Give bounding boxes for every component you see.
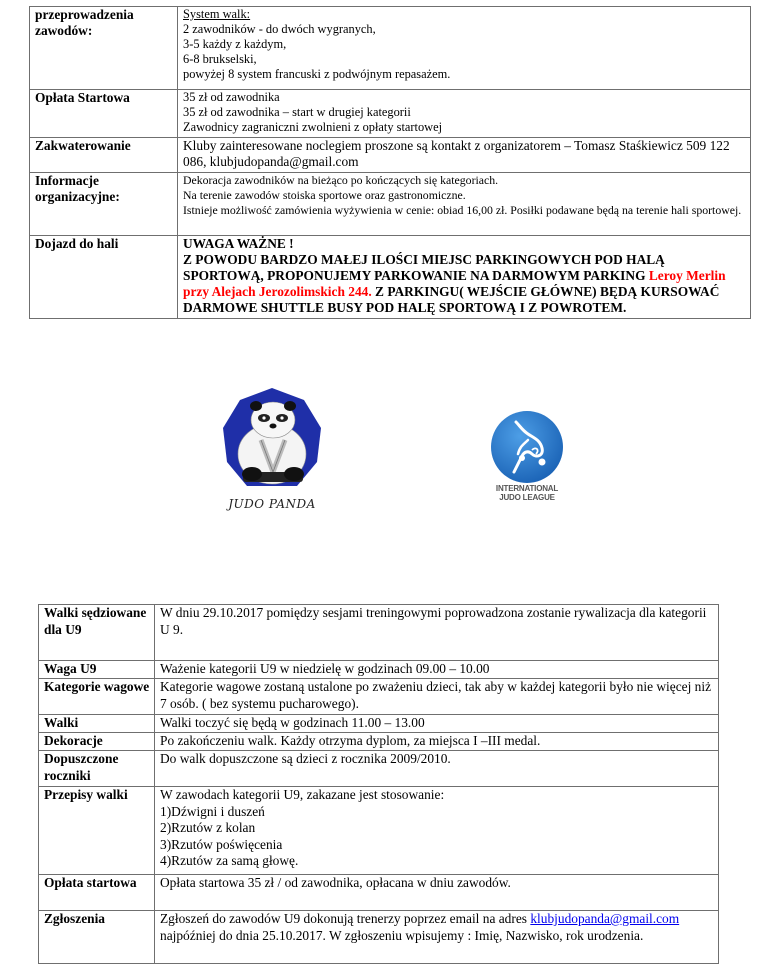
row-label: Dekoracje [39, 733, 155, 751]
row-label: Dopuszczone roczniki [39, 751, 155, 787]
row-label: Przepisy walki [39, 787, 155, 875]
row-value [178, 173, 751, 236]
row-value: Opłata startowa 35 zł / od zawodnika, opłacana w dniu zawodów. [155, 875, 719, 911]
row-value: Ważenie kategorii U9 w niedzielę w godzinach 09.00 – 10.00 [155, 661, 719, 679]
row-value: W dniu 29.10.2017 pomiędzy sesjami treningowymi poprowadzona zostanie rywalizacja dla kategorii U 9. [155, 605, 719, 661]
judo-panda-logo [217, 384, 327, 516]
info-line: Dekoracja zawodników na bieżąco po kończących się kategoriach. [183, 173, 499, 187]
email-link[interactable]: klubjudopanda@gmail.com [530, 911, 680, 926]
row-label: Walki sędziowane dla U9 [39, 605, 155, 661]
row-label: Informacje organizacyjne: [30, 173, 178, 236]
table-row [39, 715, 719, 733]
row-value [155, 911, 719, 964]
fight-system-line: 2 zawodników - do dwóch wygranych, [183, 22, 376, 36]
parking-notice: Z POWODU BARDZO MAŁEJ ILOŚCI MIEJSC PARKINGOWYCH POD HALĄ SPORTOWĄ, PROPONUJEMY PARKOWANIE NA DARMOWYM PARKING [183, 252, 665, 283]
ijl-caption [484, 484, 570, 502]
rule-line: 1)Dźwigni i duszeń [160, 803, 265, 819]
table-row [30, 236, 751, 319]
fee-line: Zawodnicy zagraniczni zwolnieni z opłaty startowej [183, 120, 443, 134]
table-row [39, 751, 719, 787]
info-line: Na terenie zawodów stoiska sportowe oraz gastronomiczne. [183, 188, 466, 202]
row-label: Waga U9 [39, 661, 155, 679]
row-label: Opłata Startowa [30, 90, 178, 138]
fight-system-heading: System walk: [183, 7, 251, 21]
table-row [30, 138, 751, 173]
row-label: Zgłoszenia [39, 911, 155, 964]
table-row [39, 911, 719, 964]
judo-panda-emblem-icon [217, 384, 327, 496]
table-row [30, 173, 751, 236]
registration-text: Zgłoszeń do zawodów U9 dokonują trenerzy poprzez email na adres [160, 911, 531, 926]
table-row [39, 787, 719, 875]
table-row [39, 679, 719, 715]
competition-info-table [29, 6, 751, 319]
row-label: Dojazd do hali [30, 236, 178, 319]
fight-system-line: powyżej 8 system francuski z podwójnym repasażem. [183, 67, 451, 81]
rule-line: 2)Rzutów z kolan [160, 820, 256, 835]
row-label: Walki [39, 715, 155, 733]
row-value [155, 787, 719, 875]
fight-system-line: 6-8 brukselski, [183, 52, 257, 66]
registration-text: najpóźniej do dnia 25.10.2017. W zgłoszeniu wpisujemy : Imię, Nazwisko, rok urodzenia. [160, 927, 644, 943]
table-row [39, 661, 719, 679]
fee-line: 35 zł od zawodnika – start w drugiej kategorii [183, 105, 411, 119]
row-label: Kategorie wagowe [39, 679, 155, 715]
ijl-caption-line: JUDO LEAGUE [499, 493, 555, 502]
rule-line: W zawodach kategorii U9, zakazane jest stosowanie: [160, 787, 445, 802]
table-row [39, 605, 719, 661]
international-judo-league-logo [484, 410, 570, 506]
table-row [39, 733, 719, 751]
row-value: Do walk dopuszczone są dzieci z rocznika 2009/2010. [155, 751, 719, 787]
row-value: Kategorie wagowe zostaną ustalone po zważeniu dzieci, tak aby w każdej kategorii było nie więcej niż 7 osób. ( bez systemu pucharowego). [155, 679, 719, 715]
judo-panda-caption: JUDO PANDA [228, 497, 316, 511]
fee-line: 35 zł od zawodnika [183, 90, 280, 104]
row-label: przeprowadzenia zawodów: [30, 7, 178, 90]
row-value [178, 90, 751, 138]
ijl-emblem-icon [484, 410, 570, 484]
row-value: Po zakończeniu walk. Każdy otrzyma dyplom, za miejsca I –III medal. [155, 733, 719, 751]
row-value [178, 7, 751, 90]
warning-heading: UWAGA WAŻNE ! [183, 236, 294, 251]
u9-rules-table [38, 604, 719, 964]
row-label: Zakwaterowanie [30, 138, 178, 173]
table-row [39, 875, 719, 911]
row-label: Opłata startowa [39, 875, 155, 911]
rule-line: 4)Rzutów za samą głowę. [160, 853, 299, 868]
table-row [30, 7, 751, 90]
ijl-caption-line: INTERNATIONAL [495, 484, 559, 493]
shuttle-notice: Z PARKINGU( WEJŚCIE GŁÓWNE) BĘDĄ KURSOWAĆ DARMOWE SHUTTLE BUSY POD HALĘ SPORTOWĄ I Z POWROTEM. [183, 284, 720, 315]
fight-system-line: 3-5 każdy z każdym, [183, 37, 287, 51]
row-value: Walki toczyć się będą w godzinach 11.00 – 13.00 [155, 715, 719, 733]
parking-location: Leroy Merlin przy Alejach Jerozolimskich 244. [183, 268, 726, 299]
info-line: Istnieje możliwość zamówienia wyżywienia w cenie: obiad 16,00 zł. Posiłki podawane będą na terenie hali sportowej. [183, 203, 742, 217]
row-value [178, 236, 751, 319]
row-value: Kluby zainteresowane noclegiem proszone są kontakt z organizatorem – Tomasz Staśkiewicz 509 122 086, klubjudopanda@gmail.com [178, 138, 751, 173]
rule-line: 3)Rzutów poświęcenia [160, 836, 283, 852]
table-row [30, 90, 751, 138]
